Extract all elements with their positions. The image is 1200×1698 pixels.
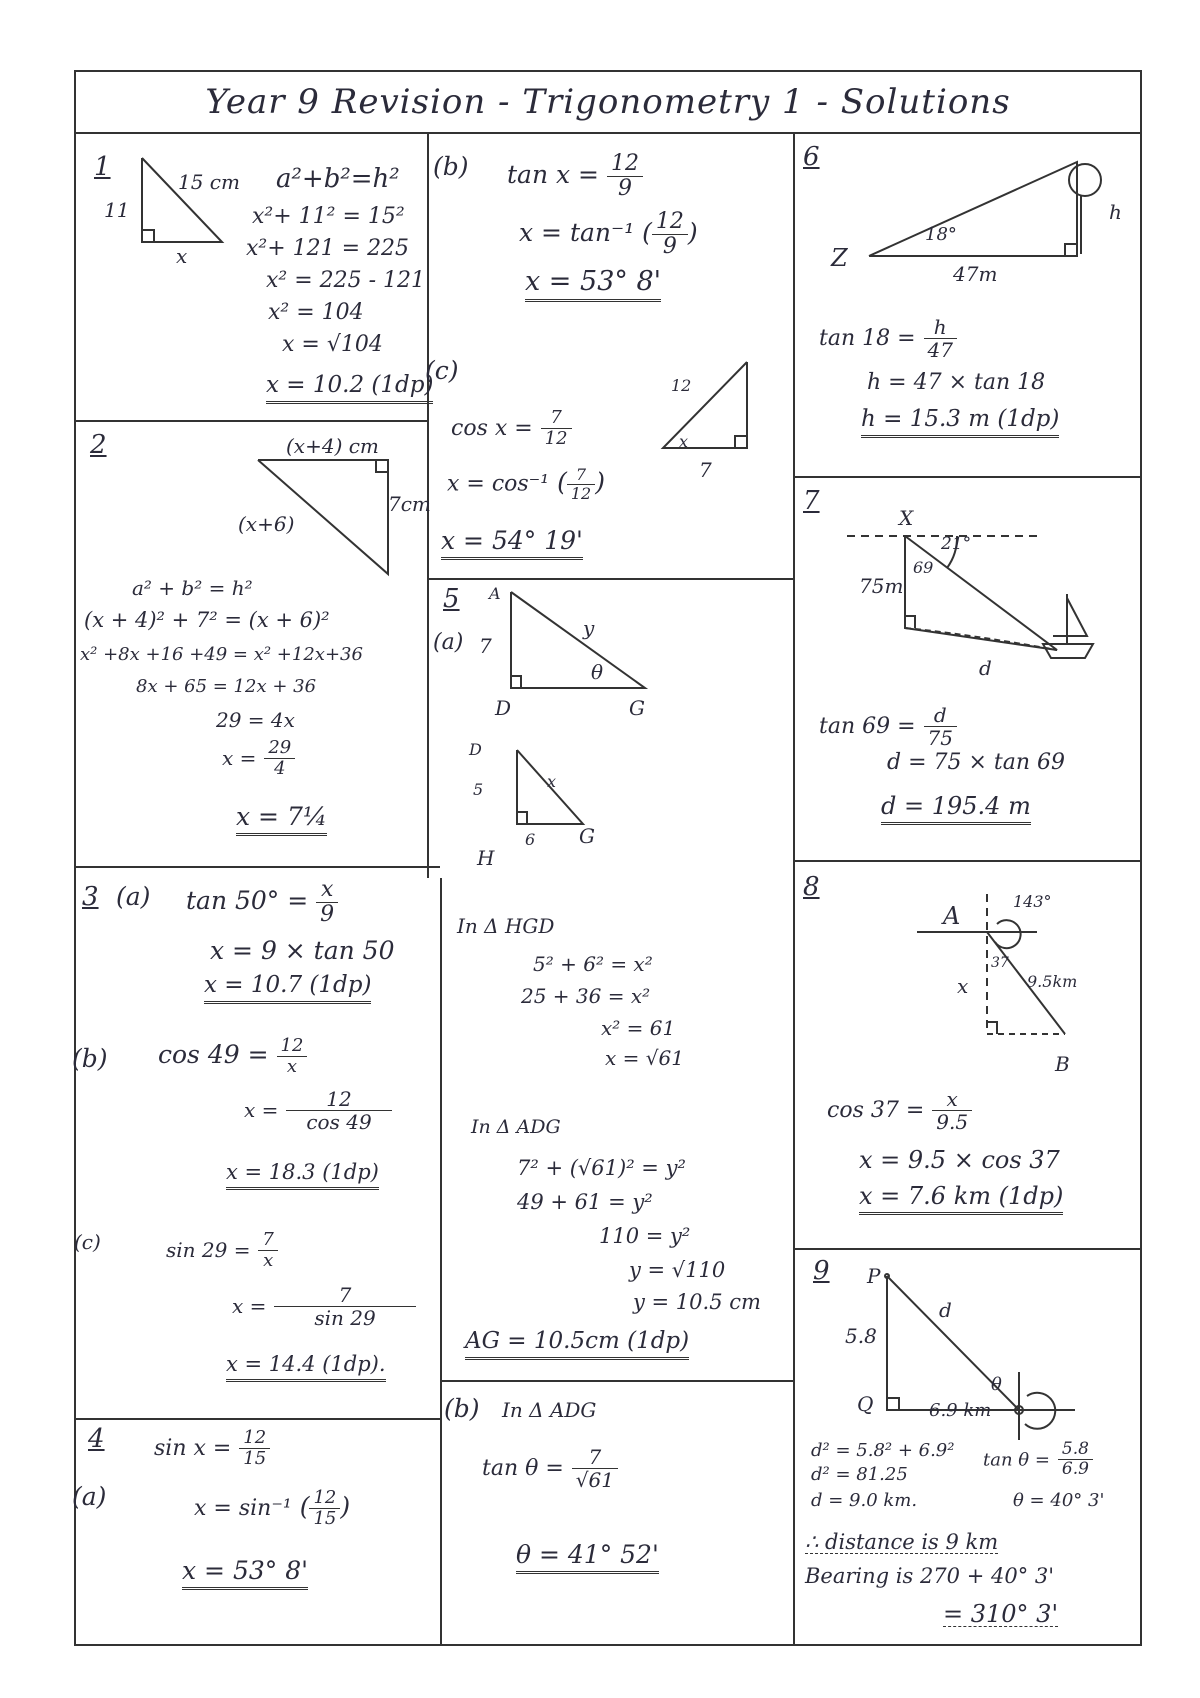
q1c-l1-num: 7 — [541, 408, 572, 429]
q3c-l2-den: sin 29 — [314, 1306, 376, 1330]
q2-line-3: x² +8x +16 +49 = x² +12x+36 — [80, 644, 363, 665]
q8-B-label: B — [1055, 1052, 1070, 1076]
q1c-base-label: 7 — [699, 458, 712, 482]
q3-number: 3 — [82, 882, 99, 912]
q4-l2-frac — [309, 1488, 340, 1529]
q5b-answer: θ = 41° 52' — [516, 1542, 659, 1574]
q1c-l1-den: 12 — [544, 427, 568, 449]
row-div-q2 — [76, 866, 440, 868]
question-4 — [72, 1422, 440, 1644]
q9-right-line-2: θ = 40° 3' — [1013, 1490, 1105, 1511]
q1-line-2: x²+ 11² = 15² — [252, 204, 405, 229]
question-7 — [795, 480, 1140, 858]
q6-l1-num: h — [924, 316, 957, 339]
q2-l6-den: 4 — [274, 757, 286, 779]
q7-line-2: d = 75 × tan 69 — [887, 750, 1066, 775]
q1c-answer: x = 54° 19' — [441, 528, 583, 560]
q8-line-2: x = 9.5 × cos 37 — [859, 1146, 1060, 1174]
q4-line-2: x = sin⁻¹ ( $\frac{12}{15}$ ) — [194, 1487, 351, 1529]
q8-answer: x = 7.6 km (1dp) — [859, 1184, 1063, 1215]
q8-dist-label: 9.5km — [1027, 972, 1078, 991]
row-div-mid1 — [427, 578, 793, 580]
q1-answer: x = 10.2 (1dp) — [266, 374, 433, 404]
q2-line-1: a² + b² = h² — [132, 576, 253, 600]
q9-r1-frac — [1058, 1440, 1093, 1478]
q3b-l2-num: 12 — [286, 1088, 391, 1111]
q1c-hyp-label: 12 — [671, 376, 692, 395]
q2-top-label: (x+4) cm — [286, 434, 379, 458]
row-div-r2 — [793, 860, 1142, 862]
q6-line-1 — [819, 316, 957, 361]
q1b-l1-den: 9 — [617, 176, 632, 202]
q4-l1-den: 15 — [243, 1447, 267, 1469]
q3b-line-1 — [158, 1036, 307, 1077]
q9-d-label: d — [939, 1298, 952, 1322]
q3a-label: (a) — [116, 882, 151, 911]
q1c-l2-text: x = cos⁻¹ — [447, 471, 550, 497]
q5b-l1-num: 7 — [572, 1446, 618, 1469]
q9-left-line-1: d² = 5.8² + 6.9² — [811, 1440, 955, 1461]
row-div-mid2 — [440, 1380, 793, 1382]
q5b-l1-den: √61 — [575, 1468, 614, 1492]
q5a-label: (a) — [433, 630, 464, 655]
question-8 — [795, 864, 1140, 1246]
q6-number: 6 — [803, 142, 820, 172]
q9-r1-text: tan θ = — [983, 1449, 1050, 1471]
q2-side-label: 7cm — [388, 492, 431, 516]
q3b-l2-den: cos 49 — [306, 1110, 372, 1134]
q3b-l2-frac — [286, 1088, 391, 1133]
q1-line-3: x²+ 121 = 225 — [246, 236, 410, 261]
q5-fig2-G: G — [579, 824, 595, 848]
q5-fig2-hyp: x — [547, 772, 557, 791]
q5-hgd-line-1: 5² + 6² = x² — [533, 952, 653, 976]
q3b-l1-frac — [277, 1036, 308, 1077]
q5-fig2-H: H — [477, 846, 495, 870]
q3a-answer: x = 10.7 (1dp) — [204, 974, 371, 1004]
q2-l6-text: x = — [222, 745, 257, 770]
q3c-l1-frac — [258, 1230, 277, 1271]
question-9 — [795, 1252, 1140, 1644]
q5-fig1-side: 7 — [479, 634, 492, 658]
page-title: Year 9 Revision - Trigonometry 1 - Solutions — [76, 72, 1140, 134]
question-5 — [429, 582, 793, 1378]
q9-conclusion-3: = 310° 3' — [943, 1600, 1059, 1628]
q1c-l2-frac — [567, 466, 595, 502]
row-div-q1 — [76, 420, 427, 422]
q7-side-label: 75m — [859, 574, 904, 598]
q7-angle1-label: 21° — [941, 534, 972, 554]
q9-conclusion-1: ∴ distance is 9 km — [805, 1530, 999, 1554]
row-div-r1 — [793, 476, 1142, 478]
q5b-heading: In Δ ADG — [502, 1398, 597, 1422]
q8-l1-num: x — [932, 1088, 972, 1111]
q1c-l1-text: cos x = — [451, 415, 533, 441]
q3c-line-2 — [232, 1284, 416, 1329]
q2-answer: x = 7¼ — [236, 804, 327, 836]
q1-base-label: x — [176, 244, 188, 268]
q8-bearing-label: 143° — [1013, 892, 1052, 911]
q5-hgd-line-3: x² = 61 — [601, 1016, 676, 1040]
q1b-l1-frac — [607, 152, 643, 201]
q7-d-label: d — [979, 656, 992, 680]
q6-answer: h = 15.3 m (1dp) — [861, 408, 1059, 438]
q3b-l2-text: x = — [244, 1098, 279, 1122]
q1b-l2-num: 12 — [652, 210, 688, 235]
q1-side-label: 11 — [104, 198, 130, 222]
q9-P-label: P — [867, 1264, 881, 1288]
q4-l1-num: 12 — [239, 1428, 270, 1449]
q1b-label: (b) — [433, 152, 469, 181]
q1c-l2-den: 12 — [570, 483, 592, 503]
q5-adg-heading: In Δ ADG — [471, 1116, 561, 1138]
q6-Z-label: Z — [831, 244, 848, 272]
q4-line-1 — [154, 1428, 270, 1469]
q1-hyp-label: 15 cm — [178, 170, 240, 194]
q6-l1-text: tan 18 = — [819, 326, 916, 351]
q8-number: 8 — [803, 872, 820, 902]
q9-number: 9 — [813, 1256, 830, 1286]
q6-base-label: 47m — [953, 262, 998, 286]
q6-l1-frac — [924, 316, 957, 361]
q9-triangle — [875, 1262, 1125, 1422]
q1c-label: (c) — [425, 356, 459, 385]
q5-adg-line-5: y = 10.5 cm — [633, 1290, 761, 1314]
q3a-l1-frac — [316, 878, 338, 927]
q9-conclusion-2: Bearing is 270 + 40° 3' — [805, 1564, 1055, 1588]
q1-line-4: x² = 225 - 121 — [266, 268, 426, 293]
question-1c — [425, 356, 793, 578]
q5-hgd-heading: In Δ HGD — [457, 914, 555, 938]
q8-l1-frac — [932, 1088, 972, 1133]
q3a-l1-text: tan 50° = — [186, 886, 309, 916]
q9-angle-label: θ — [991, 1374, 1002, 1395]
q3a-l1-den: 9 — [320, 902, 335, 928]
q5b-l1-frac — [572, 1446, 618, 1491]
q5-fig2-base: 6 — [525, 830, 536, 849]
q3c-l2-text: x = — [232, 1294, 267, 1318]
q3a-l1-num: x — [316, 878, 338, 903]
q7-answer: d = 195.4 m — [881, 794, 1031, 825]
q3b-label: (b) — [72, 1044, 108, 1073]
q8-angle-label: 37 — [991, 955, 1009, 971]
q1-line-5: x² = 104 — [268, 300, 364, 325]
q5-adg-line-4: y = √110 — [629, 1258, 726, 1282]
q6-angle-label: 18° — [925, 224, 957, 245]
q3c-line-1 — [166, 1230, 278, 1271]
q8-A-label: A — [943, 902, 961, 930]
q5-fig1-D: D — [495, 696, 512, 720]
q1c-line-1 — [451, 408, 572, 449]
question-3 — [72, 870, 440, 1416]
q6-l1-den: 47 — [927, 338, 953, 362]
q9-Q-label: Q — [857, 1392, 874, 1416]
q5-adg-line-2: 49 + 61 = y² — [517, 1190, 653, 1214]
q5-adg-line-1: 7² + (√61)² = y² — [517, 1156, 686, 1180]
q2-number: 2 — [90, 430, 107, 460]
q1-number: 1 — [94, 152, 111, 182]
q4-l2-text: x = sin⁻¹ — [194, 1495, 292, 1521]
q9-left-line-2: d² = 81.25 — [811, 1464, 908, 1485]
q1b-l2-text: x = tan⁻¹ — [519, 218, 635, 248]
q3c-l1-num: 7 — [258, 1230, 277, 1251]
q1c-l1-frac — [541, 408, 572, 449]
q3c-l2-frac — [274, 1284, 415, 1329]
q5b-line-1 — [482, 1446, 618, 1491]
q1b-l1-num: 12 — [607, 152, 643, 177]
q3c-answer: x = 14.4 (1dp). — [226, 1354, 386, 1382]
q1-line-6: x = √104 — [282, 332, 383, 357]
q5-fig1-A: A — [489, 584, 501, 603]
q4-answer: x = 53° 8' — [182, 1558, 308, 1590]
q7-line-1 — [819, 704, 957, 749]
q8-l1-text: cos 37 = — [827, 1098, 925, 1123]
q5-triangle-adg — [507, 588, 657, 698]
q1-triangle — [132, 150, 252, 260]
q1b-l2-frac — [652, 210, 688, 259]
q4-l1-text: sin x = — [154, 1435, 232, 1461]
q2-hyp-label: (x+6) — [238, 512, 295, 536]
q9-left-line-3: d = 9.0 km. — [811, 1490, 918, 1511]
question-1b — [429, 134, 793, 364]
q6-triangle — [865, 154, 1135, 274]
q3b-l1-text: cos 49 = — [158, 1039, 269, 1069]
q9-r1-den: 6.9 — [1061, 1458, 1089, 1479]
q3b-l1-den: x — [286, 1055, 298, 1077]
q4a-label: (a) — [72, 1482, 107, 1511]
q5-fig1-G: G — [629, 696, 645, 720]
q5-hgd-line-4: x = √61 — [605, 1046, 684, 1070]
q1b-line-1 — [507, 152, 643, 201]
q5-fig2-side: 5 — [473, 780, 484, 799]
q7-X-label: X — [899, 506, 914, 530]
q5-adg-line-3: 110 = y² — [599, 1224, 691, 1248]
q9-r1-num: 5.8 — [1058, 1440, 1093, 1460]
q1c-l2-num: 7 — [567, 466, 595, 485]
q9-base-label: 6.9 km — [929, 1400, 992, 1421]
q3b-line-2 — [244, 1088, 392, 1133]
q1c-triangle — [659, 356, 769, 466]
row-div-q3 — [76, 1418, 440, 1420]
q7-l1-den: 75 — [927, 726, 953, 750]
q5-number: 5 — [443, 584, 460, 614]
q8-l1-den: 9.5 — [936, 1110, 969, 1134]
q4-number: 4 — [88, 1424, 105, 1454]
q8-x-label: x — [957, 974, 969, 998]
q4-l1-frac — [239, 1428, 270, 1469]
q3b-l1-num: 12 — [277, 1036, 308, 1057]
q2-line-5: 29 = 4x — [216, 708, 295, 732]
q2-line-2: (x + 4)² + 7² = (x + 6)² — [84, 608, 330, 632]
q3a-line-1 — [186, 878, 338, 927]
q2-line-6 — [222, 738, 295, 779]
q7-l1-num: d — [924, 704, 957, 727]
q5b-label: (b) — [444, 1394, 480, 1423]
q7-l1-frac — [924, 704, 957, 749]
q6-line-2: h = 47 × tan 18 — [867, 370, 1046, 395]
q3c-l1-text: sin 29 = — [166, 1237, 251, 1262]
q4-l2-num: 12 — [309, 1488, 340, 1509]
q5-fig2-D: D — [469, 740, 482, 759]
question-6 — [795, 134, 1140, 474]
q5-fig1-angle: θ — [591, 660, 604, 684]
q8-line-1 — [827, 1088, 972, 1133]
q9-side-label: 5.8 — [845, 1324, 877, 1348]
q3c-l2-num: 7 — [274, 1284, 415, 1307]
q9-right-line-1 — [983, 1440, 1093, 1478]
q1c-angle-label: x — [679, 432, 689, 451]
q3c-label: (c) — [74, 1230, 101, 1254]
q3b-answer: x = 18.3 (1dp) — [226, 1162, 379, 1190]
q1b-l1-text: tan x = — [507, 160, 599, 190]
q4-l2-den: 15 — [313, 1507, 337, 1529]
q2-l6-num: 29 — [264, 738, 295, 759]
q7-angle2-label: 69 — [913, 558, 934, 577]
q5a-answer: AG = 10.5cm (1dp) — [465, 1330, 689, 1360]
q1b-l2-den: 9 — [662, 234, 677, 260]
q2-line-4: 8x + 65 = 12x + 36 — [136, 676, 317, 697]
question-1 — [76, 134, 434, 420]
q3a-line-2: x = 9 × tan 50 — [210, 936, 395, 965]
q7-number: 7 — [803, 486, 820, 516]
q2-l6-frac — [264, 738, 295, 779]
q5b-l1-text: tan θ = — [482, 1456, 564, 1481]
question-2 — [76, 424, 431, 864]
question-5b — [442, 1384, 793, 1644]
q1c-line-2: x = cos⁻¹ ( $\frac{7}{12}$ ) — [447, 465, 605, 503]
q1b-answer: x = 53° 8' — [525, 268, 661, 302]
q5-hgd-line-2: 25 + 36 = x² — [521, 984, 651, 1008]
q6-h-label: h — [1109, 200, 1122, 224]
q1-line-1: a²+b²=h² — [276, 164, 400, 194]
q3c-l1-den: x — [263, 1249, 274, 1271]
q5-fig1-hyp: y — [583, 616, 595, 640]
row-div-r3 — [793, 1248, 1142, 1250]
q1b-line-2: x = tan⁻¹ ( $\frac{12}{9}$ ) — [519, 209, 698, 260]
q7-l1-text: tan 69 = — [819, 714, 916, 739]
